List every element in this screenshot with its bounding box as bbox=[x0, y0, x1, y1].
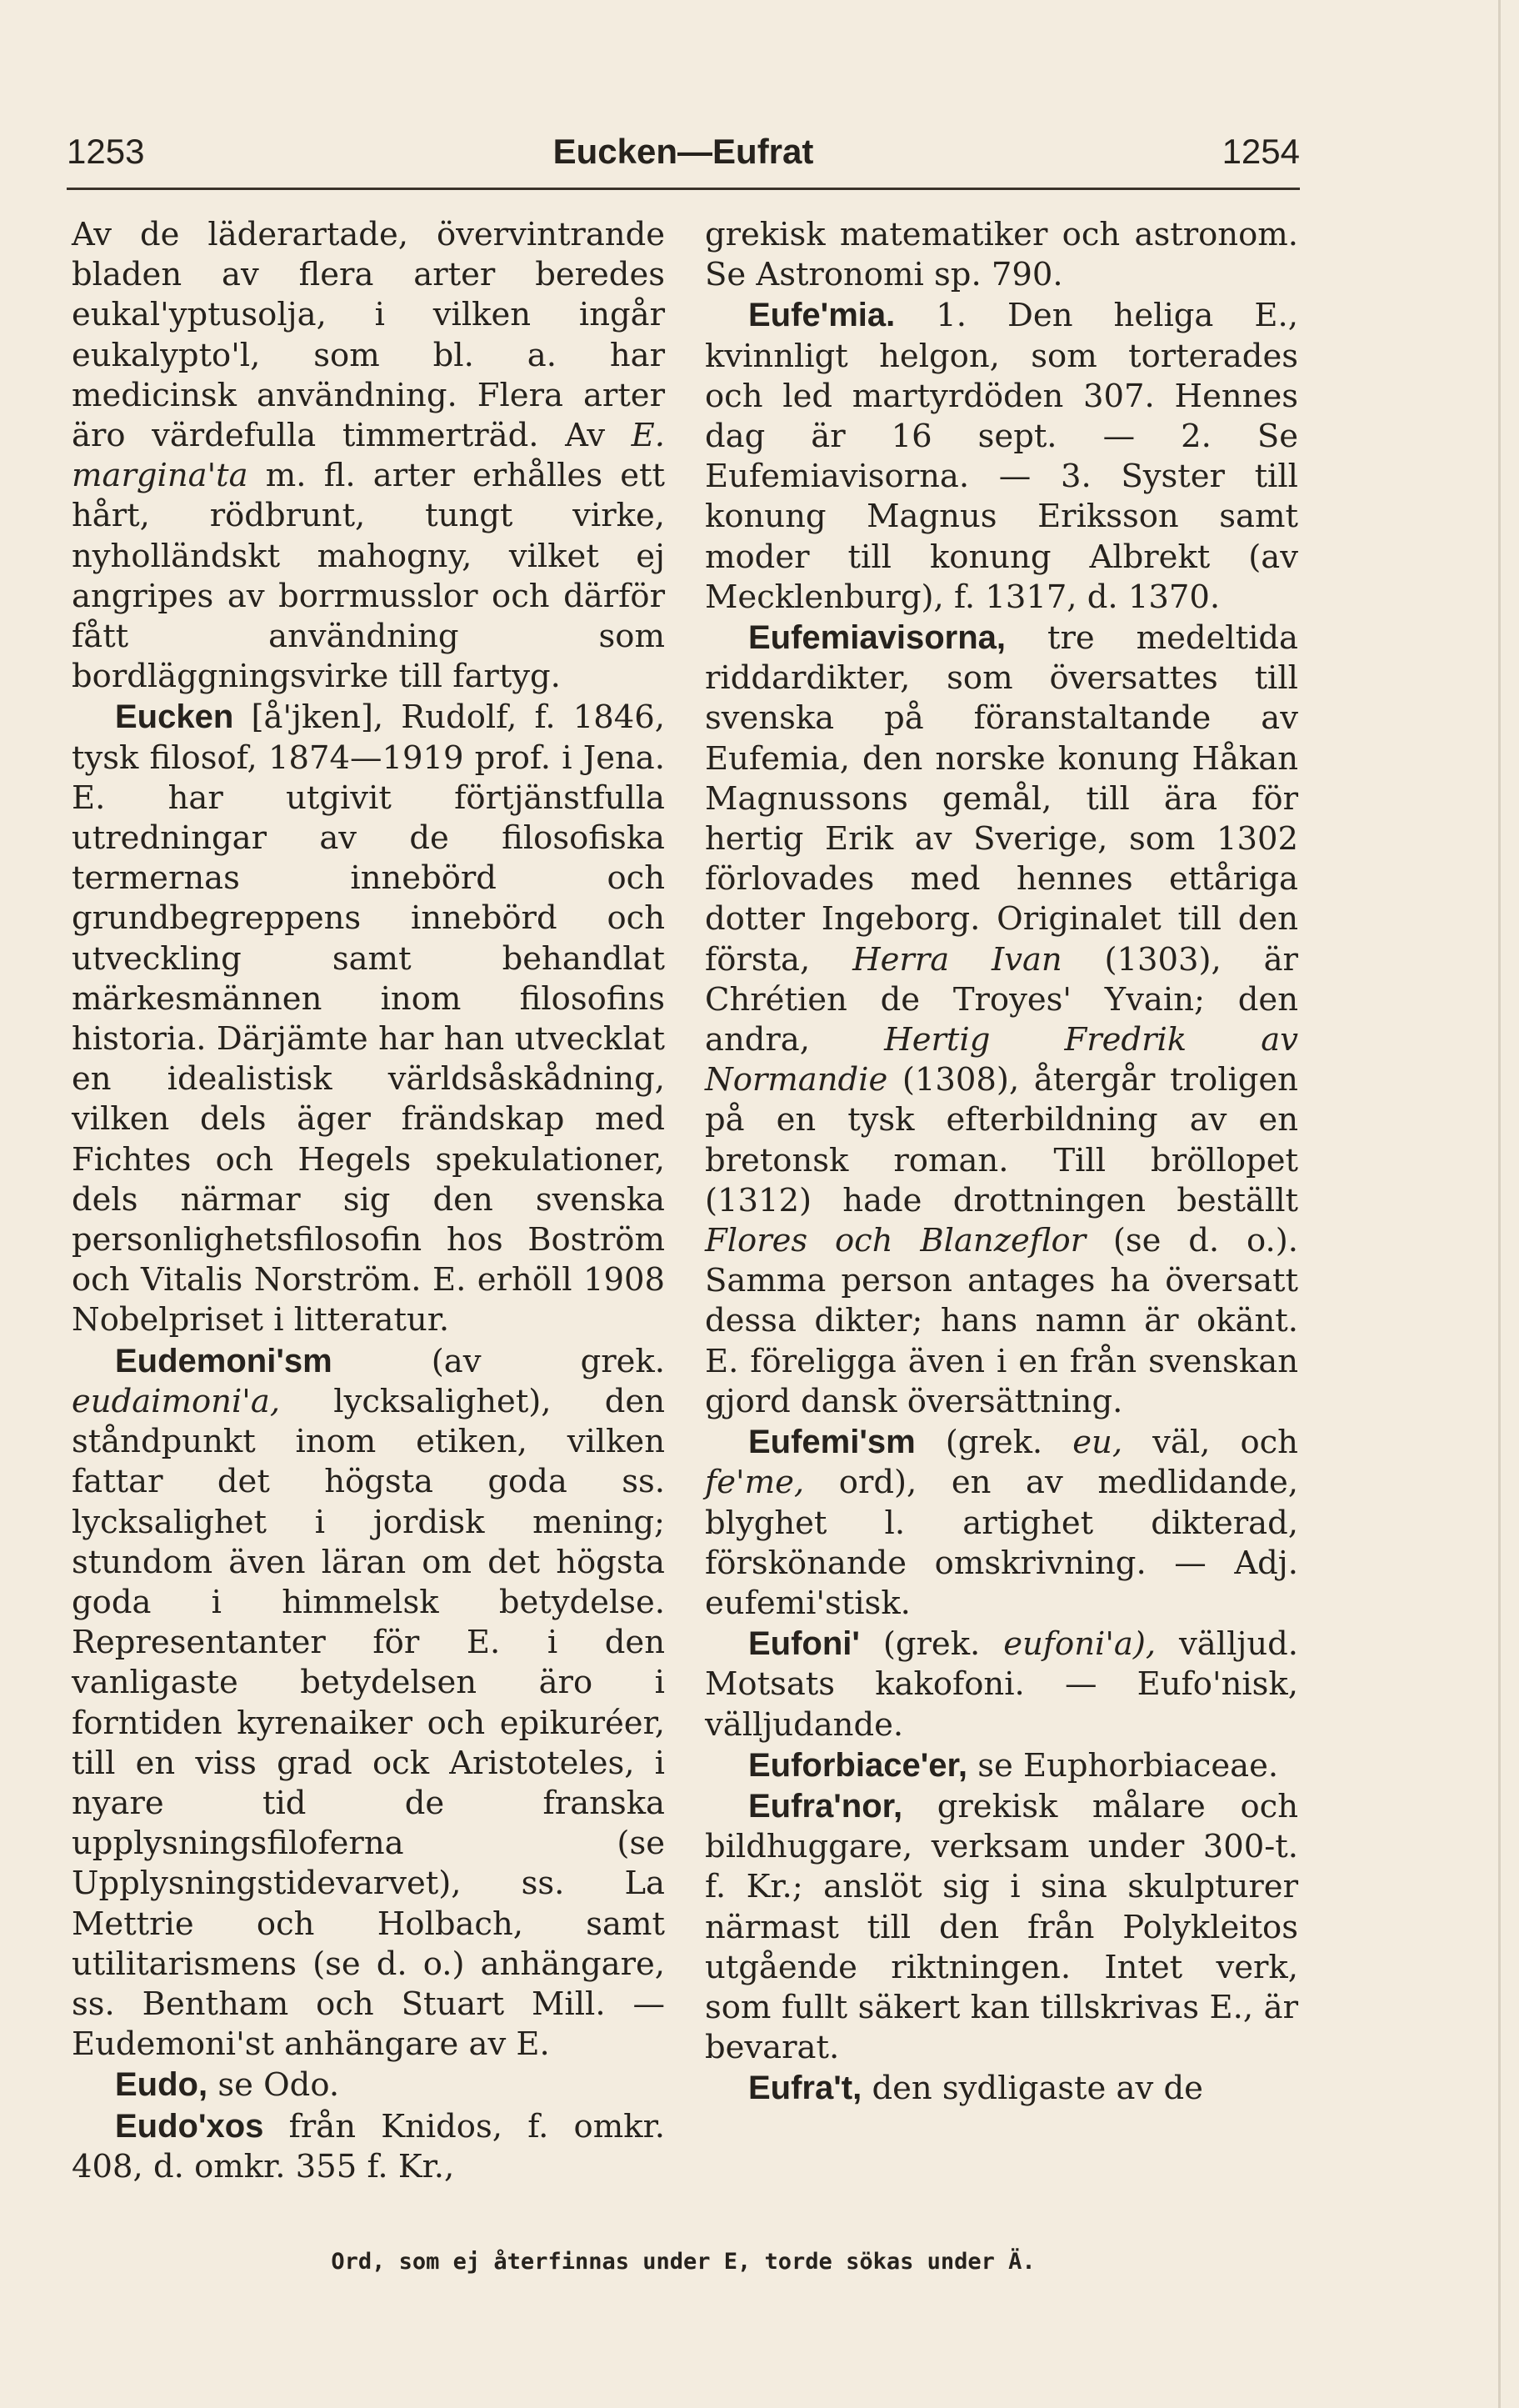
entry-eudoxos-continuation: grekisk matematiker och astronom. Se Astronomi sp. 790. bbox=[705, 216, 1298, 294]
headword-euforbiaceer: Euforbiace'er, bbox=[748, 1746, 967, 1784]
entry-eucken: Eucken [å'jken], Rudolf, f. 1846, tysk filosof, 1874—1919 prof. i Jena. E. har utgivit förtjänstfulla utredningar av de filosofiska termernas innebörd och grundbegreppens innebörd och utveckling samt behandlat märkesmännen inom filosofins historia. Därjämte har han utvecklat en idealistisk världsåskådning, vilken dels äger frändskap med Fichtes och Hegels spekulationer, dels närmar sig den svenska personlighetsfilosofin hos Boström och Vitalis Norström. E. erhöll 1908 Nobelpriset i litteratur. bbox=[72, 698, 665, 1339]
entry-eufemiavisorna: Eufemiavisorna, tre medeltida riddardikter, som översattes till svenska på föranstaltande av Eufemia, den norske konung Håkan Magnussons gemål, till ära för hertig Erik av Sverige, som 1302 förlovades med hennes ettåriga dotter Ingeborg. Originalet till den första, Herra Ivan (1303), är Chrétien de Troyes' Yvain; den andra, Hertig Fredrik av Normandie (1308), återgår troligen på en tysk efterbildning av en bretonsk roman. Till bröllopet (1312) hade drottningen beställt Flores och Blanzeflor (se d. o.). Samma person antages ha översatt dessa dikter; hans namn är okänt. E. föreligga även i en från svenskan gjord dansk översättning. bbox=[705, 619, 1298, 1420]
entry-eufrat: Eufra't, den sydligaste av de bbox=[748, 2070, 1203, 2108]
headword-eufrat: Eufra't, bbox=[748, 2070, 862, 2107]
left-column bbox=[72, 215, 665, 2187]
page-number-right: 1254 bbox=[1222, 132, 1300, 171]
headword-eucken: Eucken bbox=[115, 698, 234, 736]
entry-eudo: Eudo, se Odo. bbox=[115, 2066, 340, 2105]
entry-eufoni: Eufoni' (grek. eufoni'a), välljud. Motsats kakofoni. — Eufo'nisk, välljudande. bbox=[705, 1625, 1298, 1744]
entry-euforbiaceer: Euforbiace'er, se Euphorbiaceae. bbox=[748, 1746, 1279, 1785]
running-title: Eucken—Eufrat bbox=[552, 132, 814, 171]
entry-eucalyptus-continuation: Av de läderartade, övervintrande bladen av flera arter beredes eukal'yptusolja, i vilken ingår eukalypto'l, som bl. a. har medicinsk användning. Flera arter äro värdefulla timmerträd. Av E. margina'ta m. fl. arter erhålles ett hårt, rödbrunt, tungt virke, nyholländskt mahogny, vilket ej angripes av borrmusslor och därför fått användning som bordläggningsvirke till fartyg. bbox=[72, 216, 665, 696]
header-rule bbox=[67, 188, 1300, 190]
entry-eufemia: Eufe'mia. 1. Den heliga E., kvinnligt helgon, som torterades och led martyrdöden 307. Hennes dag är 16 sept. — 2. Se Eufemiavisorna. — 3. Syster till konung Magnus Eriksson samt moder till konung Albrekt (av Mecklenburg), f. 1317, d. 1370. bbox=[705, 297, 1298, 616]
entry-eudemonism: Eudemoni'sm (av grek. eudaimoni'a, lycksalighet), den ståndpunkt inom etiken, vilken fattar det högsta goda ss. lycksalighet i jordisk mening; stundom även läran om det högsta goda i himmelsk betydelse. Representanter för E. i den vanligaste betydelsen äro i forntiden kyrenaiker och epikuréer, till en viss grad ock Aristoteles, i nyare tid de franska upplysningsfiloferna (se Upplysningstidevarvet), ss. La Mettrie och Holbach, samt utilitarismens (se d. o.) anhängare, ss. Bentham och Stuart Mill. — Eudemoni'st anhängare av E. bbox=[72, 1342, 665, 2064]
headword-eufoni: Eufoni' bbox=[748, 1625, 860, 1663]
right-column bbox=[705, 215, 1298, 2110]
headword-eudemonism: Eudemoni'sm bbox=[115, 1342, 332, 1379]
headword-eufemia: Eufe'mia. bbox=[748, 297, 896, 334]
entry-eufemism: Eufemi'sm (grek. eu, väl, och fe'me, ord), en av medlidande, blyghet l. artighet dikterad, förskönande omskrivning. — Adj. eufemi'stisk. bbox=[705, 1424, 1298, 1622]
page-footer-note: Ord, som ej återfinnas under E, torde sökas under Ä. bbox=[331, 2249, 1036, 2275]
entry-eufranor: Eufra'nor, grekisk målare och bildhuggare, verksam under 300-t. f. Kr.; anslöt sig i sina skulpturer närmast till den från Polykleitos utgående riktningen. Intet verk, som fullt säkert kan tillskrivas E., är bevarat. bbox=[705, 1787, 1298, 2067]
headword-eufemism: Eufemi'sm bbox=[748, 1424, 916, 1461]
headword-eufranor: Eufra'nor, bbox=[748, 1787, 903, 1825]
page-number-left: 1253 bbox=[67, 132, 145, 171]
page-edge bbox=[1498, 0, 1501, 2408]
headword-eufemiavisorna: Eufemiavisorna, bbox=[748, 619, 1007, 657]
headword-eudo: Eudo, bbox=[115, 2066, 208, 2104]
entry-eudoxos: Eudo'xos från Knidos, f. omkr. 408, d. omkr. 355 f. Kr., bbox=[72, 2107, 665, 2185]
headword-eudoxos: Eudo'xos bbox=[115, 2107, 264, 2145]
page-header bbox=[67, 125, 1300, 183]
